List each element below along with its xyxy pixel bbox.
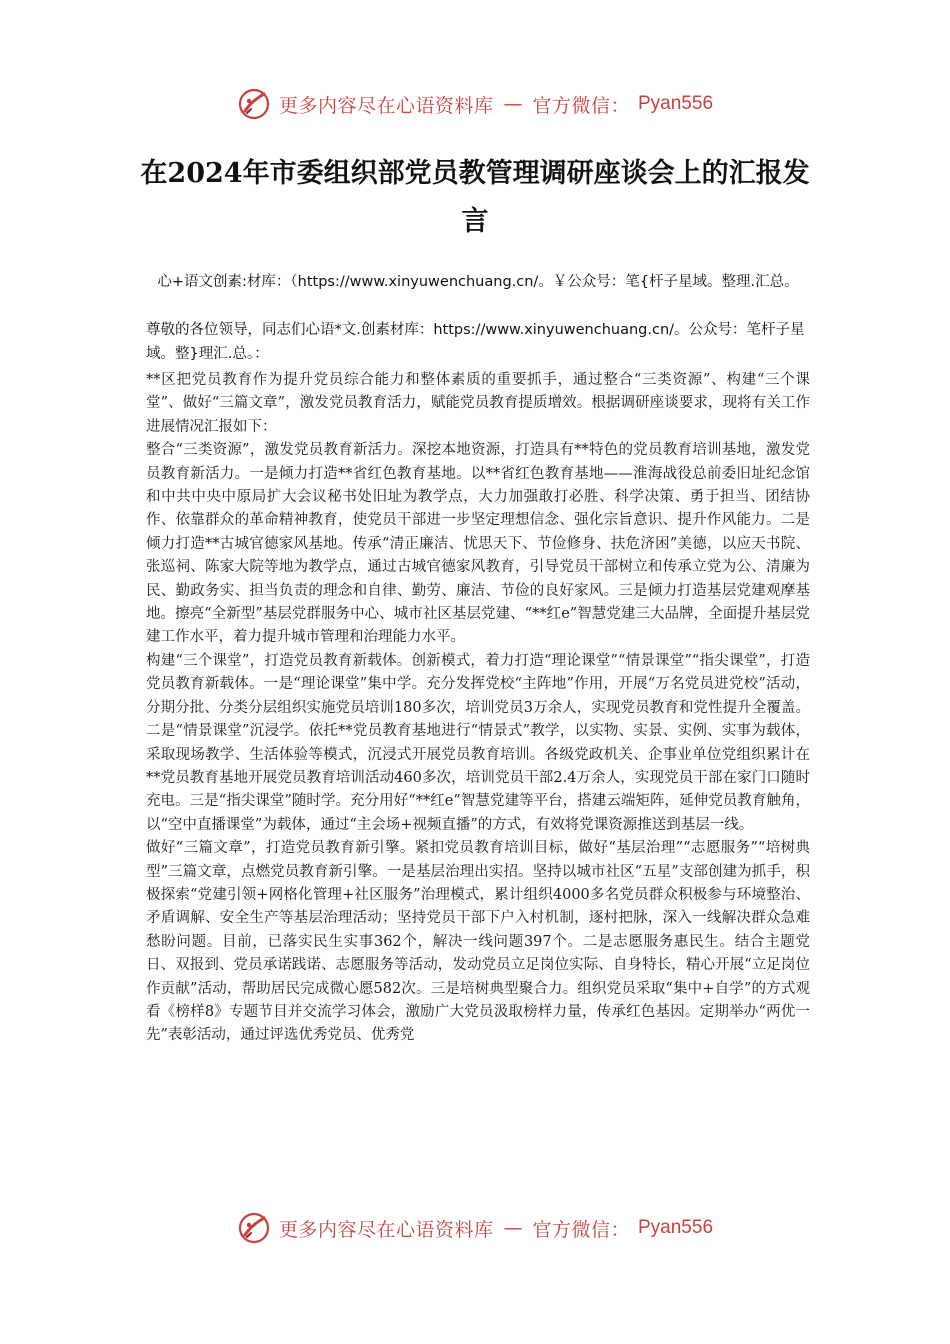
greeting: 尊敬的各位领导，同志们心语*文.创素材库：https://www.xinyuwenchuang.cn/。公众号：笔杆子星域。整}理汇.总。：: [146, 322, 805, 362]
banner-text: 更多内容尽在心语资料库: [278, 94, 494, 117]
banner-contact: 官方微信：: [532, 1218, 630, 1241]
paragraph-resources: 整合“三类资源”，激发党员教育新活力。深挖本地资源，打造具有**特色的党员教育培训基地，激发党员教育新活力。一是倾力打造**省红色教育基地。以**省红色教育基地——淮海战役总前委旧址纪念馆和中共中央中原局扩大会议秘书处旧址为教学点，大力加强敢打必胜、科学决策、勇于担当、团结协作、依靠群众的革命精神教育，使党员干部进一步坚定理想信念、强化宗旨意识、提升作风能力。二是倾力打造**古城官德家风基地。传承“清正廉洁、忧思天下、节俭修身、扶危济困”美德，以应天书院、张巡祠、陈家大院等地为教学点，通过古城官德家风教育，引导党员干部树立和传承立党为公、清廉为民、勤政务实、担当负责的理念和自律、勤劳、廉洁、节俭的良好家风。三是倾力打造基层党建观摩基地。擦亮“全新型”基层党群服务中心、城市社区基层党建、“**红e”智慧党建三大品牌，全面提升基层党建工作水平，着力提升城市管理和治理能力水平。: [146, 442, 810, 646]
brush-pen-logo-icon: [237, 87, 271, 121]
banner-wechat-id: Pyan556: [638, 93, 714, 114]
banner-separator: —: [503, 93, 523, 115]
banner-contact: 官方微信：: [532, 94, 630, 117]
brush-pen-logo-icon: [237, 1211, 271, 1245]
paragraph-classrooms: 构建“三个课堂”，打造党员教育新载体。创新模式，着力打造“理论课堂”“情景课堂”“指尖课堂”，打造党员教育新载体。一是“理论课堂”集中学。充分发挥党校“主阵地”作用，开展“万名党员进党校”活动，分期分批、分类分层组织实施党员培训180多次，培训党员3万余人，实现党员教育和党性提升全覆盖。二是“情景课堂”沉浸学。依托**党员教育基地进行“情景式”教学，以实物、实景、实例、实事为载体，采取现场教学、生活体验等模式，沉浸式开展党员教育培训。各级党政机关、企事业单位党组织累计在**党员教育基地开展党员教育培训活动460多次，培训党员干部2.4万余人，实现党员干部在家门口随时充电。三是“指尖课堂”随时学。充分用好“**红e”智慧党建等平台，搭建云端矩阵，延伸党员教育触角，以“空中直播课堂”为载体，通过“主会场+视频直播”的方式，有效将党课资源推送到基层一线。: [146, 652, 810, 833]
source-line: 心+语文创素:材库：（https://www.xinyuwenchuang.cn/。￥公众号：笔{杆子星域。整理.汇总。: [157, 274, 799, 290]
banner-wechat-id: Pyan556: [638, 1217, 714, 1238]
footer-banner: [0, 1208, 950, 1248]
banner-separator: —: [503, 1217, 523, 1239]
banner-text: 更多内容尽在心语资料库: [278, 1218, 494, 1241]
paragraph-intro: **区把党员教育作为提升党员综合能力和整体素质的重要抓手，通过整合“三类资源”、构建“三个课堂”、做好“三篇文章”，激发党员教育活力，赋能党员教育提质增效。根据调研座谈要求，现将有关工作进展情况汇报如下：: [146, 372, 810, 435]
page-title: 在2024年市委组织部党员教管理调研座谈会上的汇报发言: [140, 158, 810, 237]
header-banner: [0, 84, 950, 124]
paragraph-articles: 做好“三篇文章”，打造党员教育新引擎。紧扣党员教育培训目标，做好“基层治理”“志愿服务”“培树典型”三篇文章，点燃党员教育新引擎。一是基层治理出实招。坚持以城市社区“五星”支部创建为抓手，积极探索“党建引领+网格化管理+社区服务”治理模式，累计组织4000多名党员群众积极参与环境整治、矛盾调解、安全生产等基层治理活动；坚持党员干部下户入村机制，逐村把脉，深入一线解决群众急难愁盼问题。目前，已落实民生实事362个，解决一线问题397个。二是志愿服务惠民生。结合主题党日、双报到、党员承诺践诺、志愿服务等活动，发动党员立足岗位实际、自身特长，精心开展“立足岗位作贡献”活动，帮助居民完成微心愿582次。三是培树典型聚合力。组织党员采取“集中+自学”的方式观看《榜样8》专题节目并交流学习体会，激励广大党员汲取榜样力量，传承红色基因。定期举办“两优一先”表彰活动，通过评选优秀党员、优秀党: [146, 840, 810, 1044]
document-body: [146, 369, 810, 1048]
